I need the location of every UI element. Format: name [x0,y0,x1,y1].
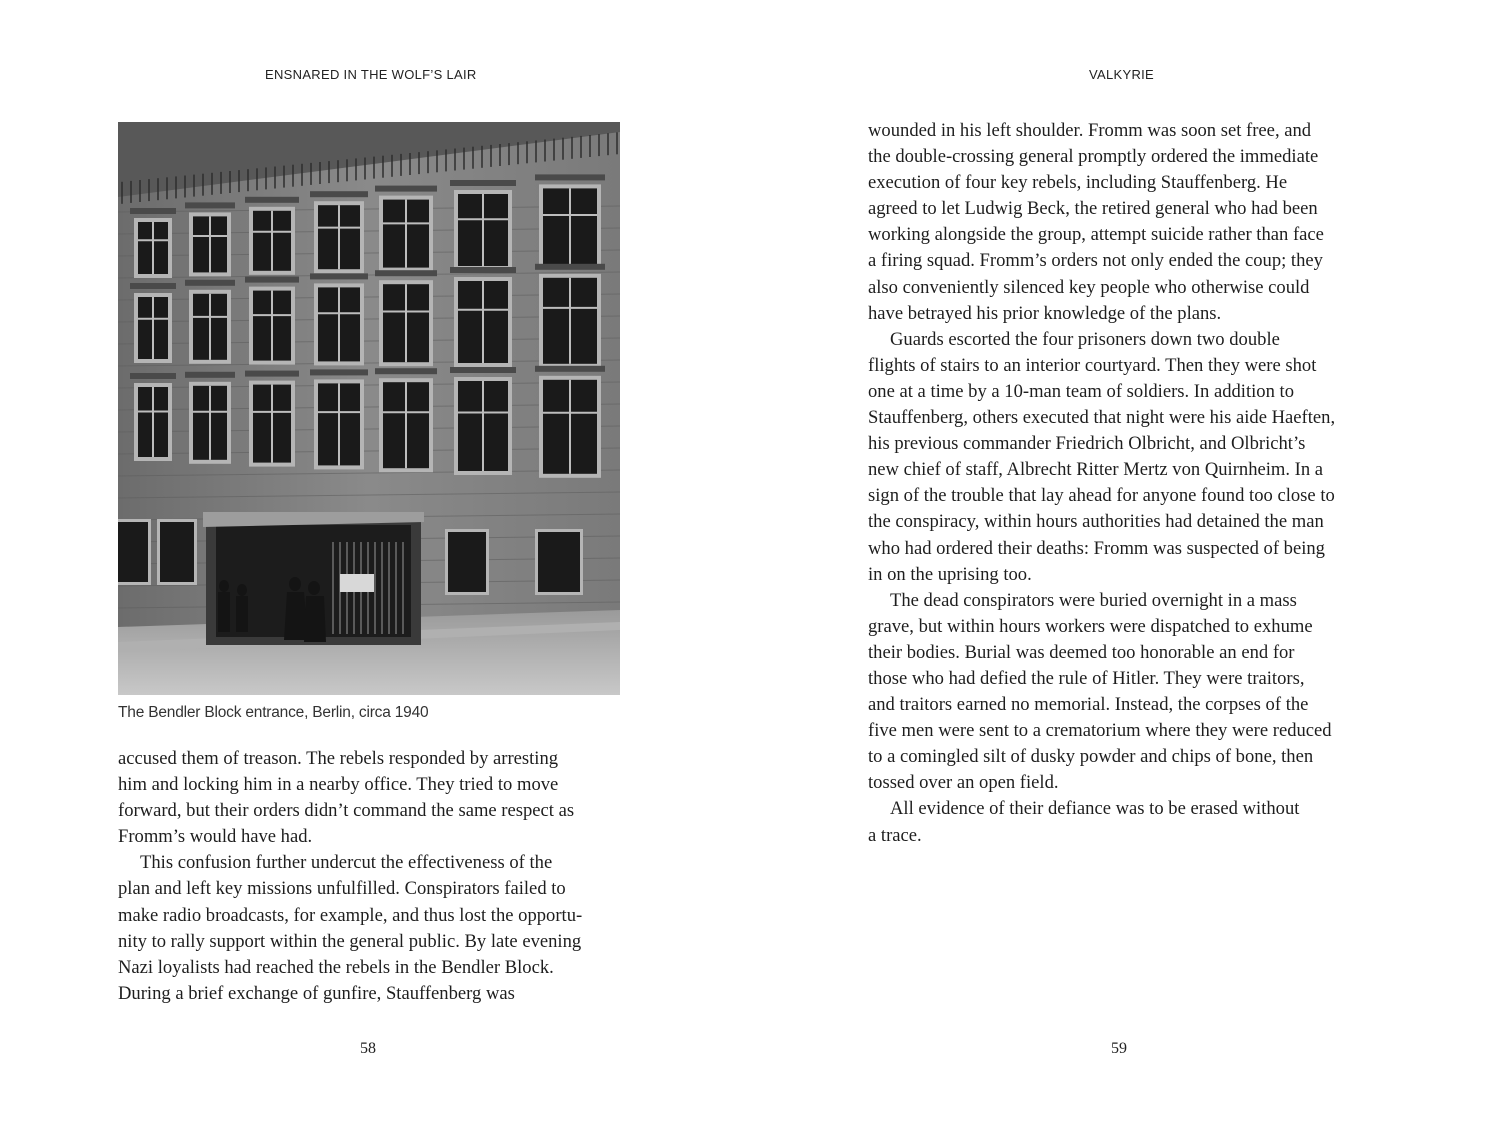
text-line: those who had defied the rule of Hitler. They were traitors, [868,667,1305,689]
body-text-right [868,118,1380,849]
text-line: who had ordered their deaths: Fromm was suspected of being [868,537,1325,559]
text-line: also conveniently silenced key people who otherwise could [868,276,1310,298]
building-window [185,202,235,276]
text-line: wounded in his left shoulder. Fromm was soon set free, and [868,120,1312,141]
building-window [245,277,299,365]
text-line: working alongside the group, attempt suicide rather than face [868,224,1324,246]
text-line: accused them of treason. The rebels responded by arresting [118,748,559,769]
text-line: forward, but their orders didn’t command the same respect as [118,800,575,822]
text-line: plan and left key missions unfulfilled. Conspirators failed to [118,878,566,900]
building-window [535,264,605,368]
text-line: a trace. [868,824,922,846]
text-line: a firing squad. Fromm’s orders not only ended the coup; they [868,250,1323,272]
building-window [445,529,489,595]
building-window [375,368,437,472]
running-head-left: ENSNARED IN THE WOLF’S LAIR [265,67,477,82]
text-line: agreed to let Ludwig Beck, the retired general who had been [868,198,1318,220]
building-window [245,371,299,467]
text-line: in on the uprising too. [868,563,1032,585]
building-window [450,367,516,475]
text-line: their bodies. Burial was deemed too honorable an end for [868,641,1295,663]
text-line: All evidence of their defiance was to be erased without [890,798,1300,820]
building-window [130,208,176,278]
building-window [310,273,368,365]
text-line: Nazi loyalists had reached the rebels in the Bendler Block. [118,956,554,978]
building-window [310,191,368,273]
building-window [118,519,151,585]
photo-caption: The Bendler Block entrance, Berlin, circa 1940 [118,704,429,721]
text-line: the conspiracy, within hours authorities had detained the man [868,511,1324,533]
text-line: The dead conspirators were buried overnight in a mass [890,589,1297,611]
text-line: nity to rally support within the general public. By late evening [118,930,582,952]
text-line: tossed over an open field. [868,772,1059,794]
page-number-right: 59 [1111,1040,1127,1057]
text-line: Stauffenberg, others executed that night were his aide Haeften, [868,407,1336,429]
right-page [750,0,1500,1128]
bendler-block-photo [118,122,620,695]
text-line: flights of stairs to an interior courtyard. Then they were shot [868,354,1317,376]
text-line: make radio broadcasts, for example, and thus lost the opportu- [118,904,583,926]
building-window [450,180,516,270]
text-line: This confusion further undercut the effectiveness of the [140,852,553,874]
text-line: to a comingled silt of dusky powder and chips of bone, then [868,746,1314,768]
text-line: Guards escorted the four prisoners down two double [890,328,1280,350]
text-line: him and locking him in a nearby office. They tried to move [118,774,559,796]
gate-notice [340,574,374,592]
text-line: have betrayed his prior knowledge of the plans. [868,302,1222,324]
building-window [375,270,437,366]
text-line: and traitors earned no memorial. Instead, the corpses of the [868,694,1309,716]
running-head-right: VALKYRIE [1089,67,1155,82]
page-number-left: 58 [360,1040,376,1057]
text-line: five men were sent to a crematorium where they were reduced [868,720,1332,742]
building-window [245,197,299,275]
building-window [535,174,605,268]
photo-illustration [118,122,620,695]
building-window [375,186,437,272]
building-window [535,366,605,478]
building-window [130,373,176,461]
building-window [310,369,368,469]
text-line: grave, but within hours workers were dispatched to exhume [868,615,1313,637]
text-line: new chief of staff, Albrecht Ritter Mertz von Quirnheim. In a [868,459,1324,481]
building-window [185,372,235,464]
text-line: his previous commander Friedrich Olbricht, and Olbricht’s [868,433,1306,455]
text-line: Fromm’s would have had. [118,826,313,848]
building-window [130,283,176,363]
building-window [535,529,583,595]
text-line: During a brief exchange of gunfire, Stauffenberg was [118,982,515,1004]
building-window [185,280,235,364]
text-line: the double-crossing general promptly ordered the immediate [868,146,1319,168]
building-window [157,519,197,585]
text-line: one at a time by a 10-man team of soldiers. In addition to [868,380,1294,402]
building-window [450,267,516,367]
text-line: execution of four key rebels, including Stauffenberg. He [868,172,1288,194]
text-line: sign of the trouble that lay ahead for anyone found too close to [868,485,1335,507]
body-text-left [118,746,628,1007]
